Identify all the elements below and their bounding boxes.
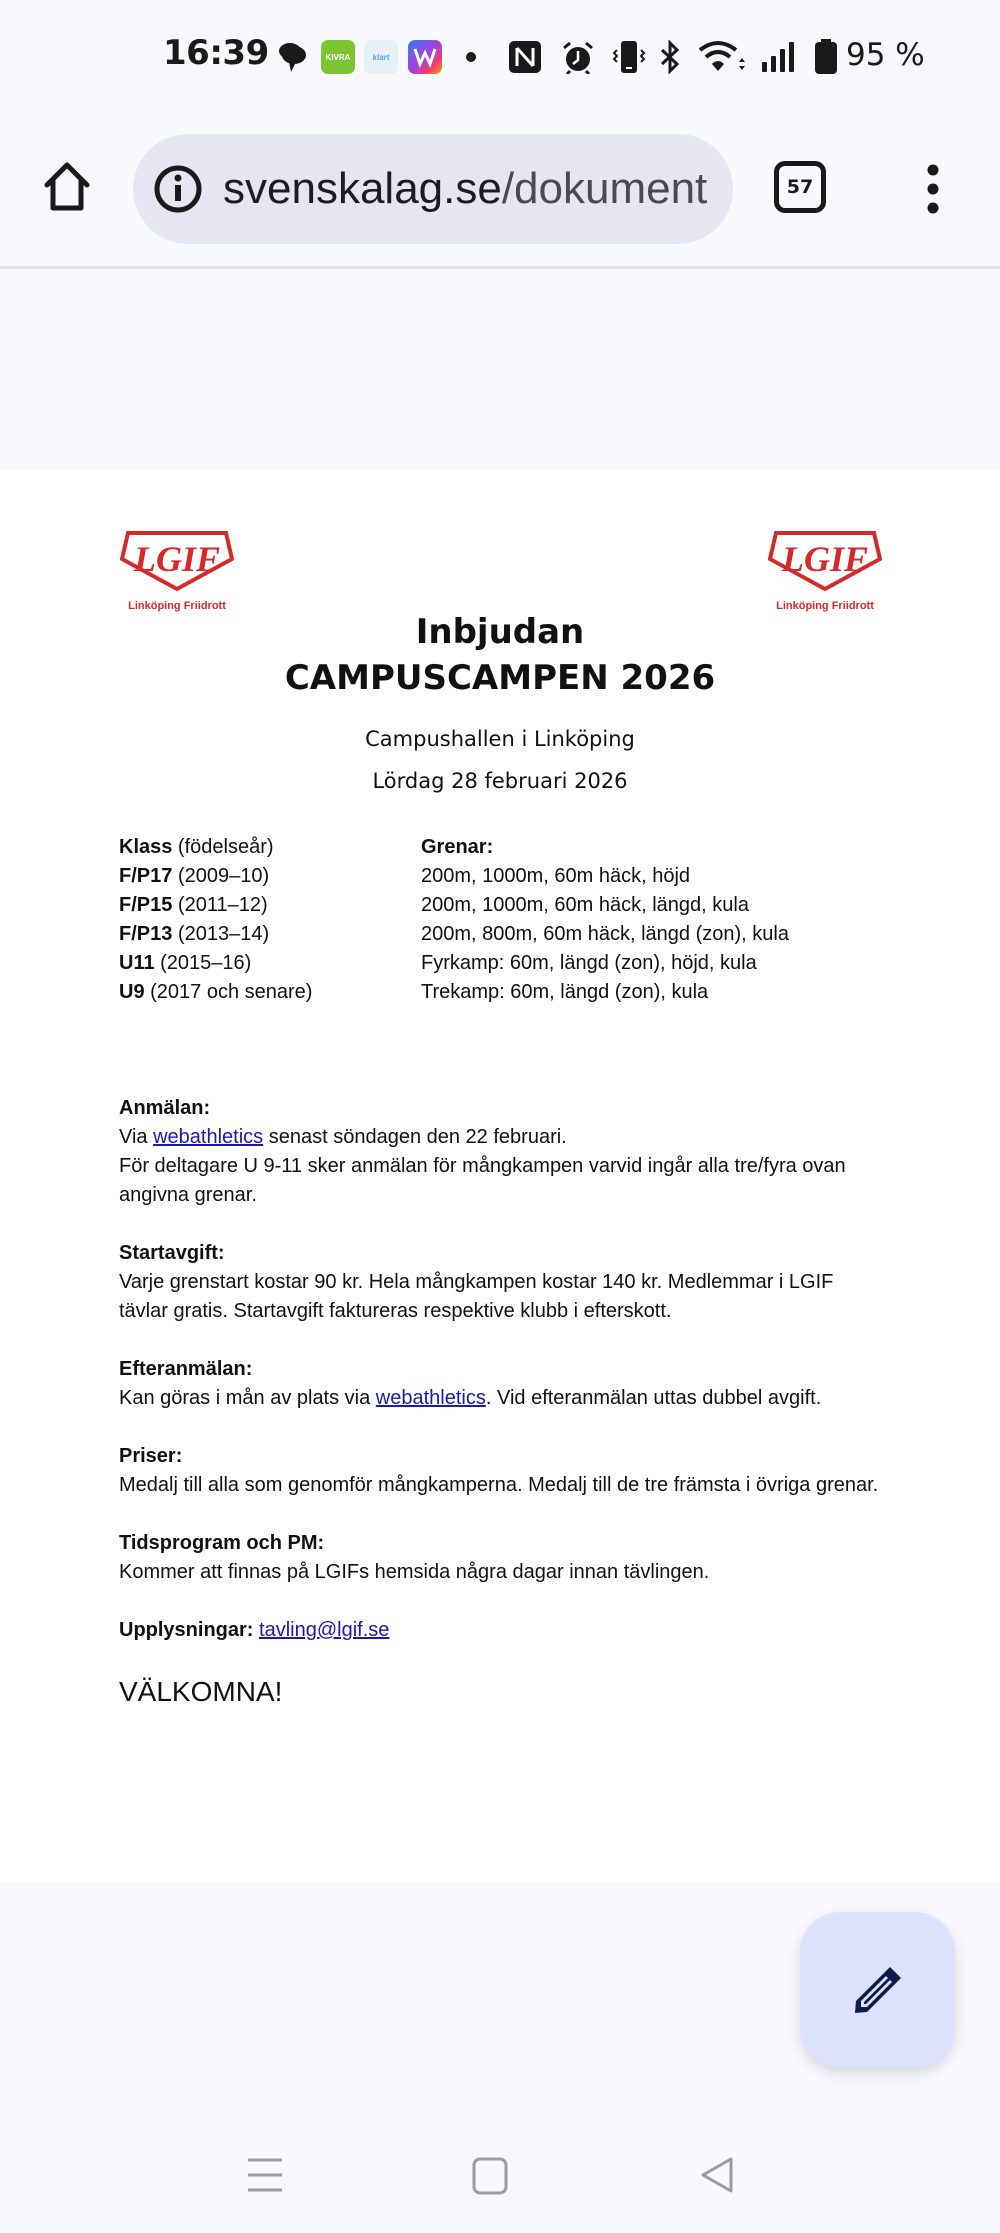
section-heading: Anmälan: — [119, 1097, 211, 1119]
class-years: (2009–10) — [172, 865, 270, 887]
class-name: F/P17 — [119, 865, 173, 887]
webathletics-link[interactable]: webathletics — [375, 1387, 486, 1409]
section-tidsprogram — [119, 1529, 879, 1587]
document-sections — [119, 1094, 879, 1712]
doc-title-event: CAMPUSCAMPEN 2026 — [284, 658, 716, 698]
class-events: 200m, 1000m, 60m häck, höjd — [421, 865, 691, 887]
url-bar[interactable] — [133, 134, 733, 244]
section-efteranmalan — [119, 1355, 879, 1413]
kivra-app-icon: KIVRA — [321, 40, 355, 74]
alarm-icon — [561, 40, 595, 74]
recents-icon — [240, 2150, 290, 2200]
events-header: Grenar: — [421, 836, 494, 858]
tab-switcher-button[interactable]: 57 — [774, 161, 826, 213]
more-dot-icon — [464, 40, 478, 74]
class-header-bold: Klass — [119, 836, 173, 858]
logo-subtext: Linköping Friidrott — [128, 600, 226, 612]
klart-app-icon: klart — [364, 40, 398, 74]
section-heading: Efteranmälan: — [119, 1358, 253, 1380]
section-heading: Priser: — [119, 1445, 183, 1467]
classes-header-row — [119, 833, 879, 862]
signal-icon — [760, 40, 796, 74]
class-years: (2015–16) — [154, 952, 252, 974]
document-page — [0, 469, 1000, 1883]
logo-subtext: Linköping Friidrott — [776, 600, 874, 612]
welcome-text: VÄLKOMNA! — [119, 1676, 283, 1707]
section-heading: Startavgift: — [119, 1242, 225, 1264]
doc-title-inbjudan: Inbjudan — [415, 612, 585, 652]
home-button[interactable] — [40, 160, 94, 214]
class-events: Trekamp: 60m, längd (zon), kula — [421, 981, 709, 1003]
system-nav-bar — [0, 2120, 1000, 2233]
home-icon — [40, 160, 94, 214]
wifi-icon — [698, 40, 746, 74]
class-header-rest: (födelseår) — [172, 836, 274, 858]
status-bar — [0, 0, 1000, 115]
text: Kan göras i mån av plats via — [119, 1387, 376, 1409]
class-row — [119, 978, 879, 1007]
class-years: (2011–12) — [172, 894, 268, 916]
section-priser — [119, 1442, 879, 1500]
section-upplysningar — [119, 1616, 879, 1645]
battery-percent: 95 % — [846, 37, 925, 73]
edit-pencil-icon — [850, 1962, 906, 2018]
class-years: (2017 och senare) — [144, 981, 313, 1003]
vibrate-icon — [611, 40, 647, 74]
url-text[interactable] — [223, 164, 707, 214]
class-name: F/P13 — [119, 923, 173, 945]
lgif-logo-right — [768, 531, 882, 613]
class-events: 200m, 800m, 60m häck, längd (zon), kula — [421, 923, 789, 945]
webathletics-link[interactable]: webathletics — [153, 1126, 264, 1148]
doc-date: Lördag 28 februari 2026 — [372, 769, 628, 793]
section-heading: Upplysningar: — [119, 1619, 254, 1641]
class-row — [119, 949, 879, 978]
class-name: U11 — [119, 952, 155, 974]
class-events: 200m, 1000m, 60m häck, längd, kula — [421, 894, 749, 916]
info-icon[interactable] — [153, 164, 203, 214]
section-text: Medalj till alla som genomför mångkamperna. Medalj till de tre främsta i övriga grenar. — [119, 1474, 879, 1496]
document-title-block — [0, 609, 1000, 799]
doc-venue: Campushallen i Linköping — [365, 727, 635, 751]
class-events: Fyrkamp: 60m, längd (zon), höjd, kula — [421, 952, 757, 974]
class-name: F/P15 — [119, 894, 173, 916]
email-link[interactable]: tavling@lgif.se — [259, 1619, 390, 1641]
class-name: U9 — [119, 981, 145, 1003]
text: . Vid efteranmälan uttas dubbel avgift. — [485, 1387, 822, 1409]
home-nav-button[interactable] — [465, 2150, 515, 2200]
more-vert-icon[interactable] — [918, 163, 948, 215]
section-heading: Tidsprogram och PM: — [119, 1532, 325, 1554]
lgif-logo-left — [120, 531, 234, 613]
home-square-icon — [465, 2150, 515, 2200]
battery-icon — [813, 40, 839, 74]
wordfeud-app-icon — [408, 40, 442, 74]
url-path: /dokument — [501, 164, 708, 213]
section-text: Kommer att finnas på LGIFs hemsida några dagar innan tävlingen. — [119, 1561, 710, 1583]
class-row — [119, 920, 879, 949]
logo-text: LGIF — [781, 539, 869, 579]
back-nav-button[interactable] — [693, 2150, 743, 2200]
classes-table — [119, 833, 879, 1007]
text: senast söndagen den 22 februari. — [263, 1126, 567, 1148]
class-row — [119, 891, 879, 920]
edit-fab-button[interactable] — [800, 1912, 955, 2067]
class-years: (2013–14) — [172, 923, 270, 945]
class-row — [119, 862, 879, 891]
back-triangle-icon — [693, 2150, 743, 2200]
recents-button[interactable] — [240, 2150, 290, 2200]
bluetooth-icon — [659, 40, 681, 74]
text: Via — [119, 1126, 154, 1148]
section-text: För deltagare U 9-11 sker anmälan för mångkampen varvid ingår alla tre/fyra ovan angivna grenar. — [119, 1155, 846, 1206]
browser-toolbar — [0, 115, 1000, 266]
section-text: Varje grenstart kostar 90 kr. Hela mångkampen kostar 140 kr. Medlemmar i LGIF tävlar gratis. Startavgift faktureras respektive klubb i efterskott. — [119, 1271, 834, 1322]
chat-bubbles-icon — [276, 40, 310, 74]
logo-text: LGIF — [133, 539, 221, 579]
toolbar-divider — [0, 266, 1000, 269]
url-domain: svenskalag.se — [223, 164, 502, 213]
section-anmalan — [119, 1094, 879, 1210]
nfc-icon — [508, 40, 542, 74]
status-time: 16:39 — [163, 33, 269, 73]
section-startavgift — [119, 1239, 879, 1326]
